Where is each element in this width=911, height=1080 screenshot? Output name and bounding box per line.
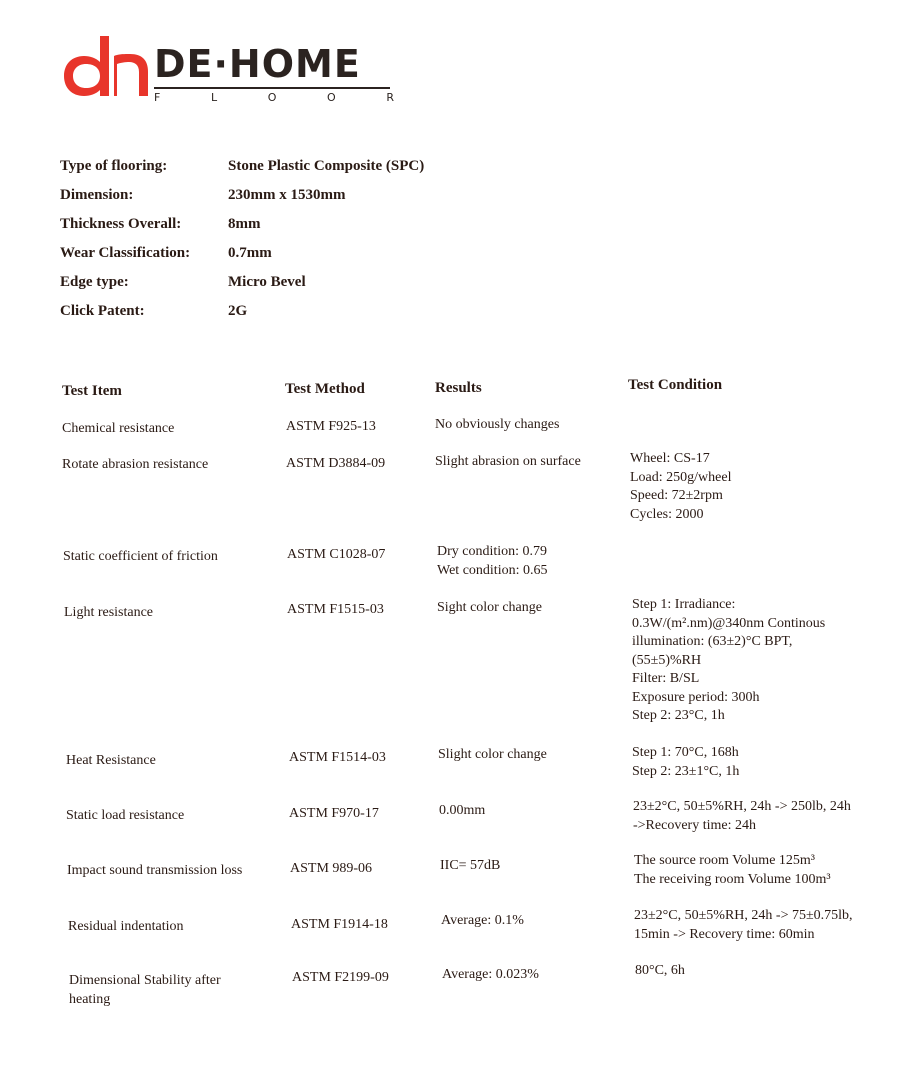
condition-line: illumination: (63±2)°C BPT, [632, 634, 793, 649]
test-condition [630, 450, 731, 524]
result-line: Dry condition: 0.79 [437, 544, 548, 559]
brand-subtitle [154, 91, 394, 104]
test-condition [634, 852, 831, 889]
condition-line: ->Recovery time: 24h [633, 817, 756, 833]
test-item: Chemical resistance [62, 421, 175, 436]
test-method: ASTM D3884-09 [286, 456, 386, 471]
test-method: ASTM F925-13 [286, 419, 376, 434]
test-item: Light resistance [64, 605, 154, 620]
condition-line: The receiving room Volume 100m³ [634, 871, 831, 887]
header-test-item: Test Item [62, 383, 122, 399]
test-item: Static load resistance [66, 808, 185, 823]
test-method: ASTM C1028-07 [287, 547, 386, 562]
condition-line: 23±2°C, 50±5%RH, 24h -> 75±0.75lb, [634, 908, 853, 923]
header-results: Results [435, 380, 482, 396]
test-item: Static coefficient of friction [63, 549, 218, 564]
spec-value: Micro Bevel [228, 274, 306, 290]
spec-label: Dimension: [60, 187, 134, 203]
test-item: Rotate abrasion resistance [62, 457, 209, 472]
condition-line: Step 1: 70°C, 168h [632, 745, 739, 760]
test-method: ASTM F2199-09 [292, 970, 389, 985]
condition-line: Exposure period: 300h [632, 689, 760, 705]
condition-line: Speed: 72±2rpm [630, 488, 723, 503]
test-result: Slight abrasion on surface [435, 454, 581, 469]
test-condition [634, 907, 853, 944]
spec-label: Click Patent: [60, 303, 145, 319]
condition-line: 15min -> Recovery time: 60min [634, 926, 815, 942]
condition-line: (55±5)%RH [632, 652, 702, 668]
test-result: Slight color change [438, 747, 547, 762]
condition-line: Step 2: 23°C, 1h [632, 708, 725, 723]
condition-line: Cycles: 2000 [630, 506, 704, 522]
condition-line: The source room Volume 125m³ [634, 853, 815, 868]
spec-label: Type of flooring: [60, 158, 168, 174]
spec-value: 0.7mm [228, 245, 272, 261]
condition-line: Filter: B/SL [632, 671, 700, 686]
spec-label: Wear Classification: [60, 245, 191, 261]
brand-sub-letter: L [210, 91, 218, 104]
test-result [437, 543, 547, 580]
test-result: Sight color change [437, 600, 542, 615]
brand-logo [62, 32, 402, 102]
header-test-condition: Test Condition [628, 377, 723, 393]
test-method: ASTM F1914-18 [291, 917, 388, 932]
dh-logo-mark-icon [62, 32, 152, 98]
result-line: Wet condition: 0.65 [437, 562, 548, 578]
test-condition [632, 596, 825, 726]
test-method: ASTM F970-17 [289, 806, 379, 821]
test-method: ASTM F1514-03 [289, 750, 386, 765]
spec-label: Thickness Overall: [60, 216, 182, 232]
test-item: Impact sound transmission loss [67, 863, 243, 878]
test-condition [633, 798, 851, 835]
test-result: 0.00mm [439, 803, 486, 818]
test-result: No obviously changes [435, 417, 560, 432]
brand-sub-letter: O [267, 91, 277, 104]
test-method: ASTM F1515-03 [287, 602, 384, 617]
spec-value: Stone Plastic Composite (SPC) [228, 158, 425, 174]
test-item: Heat Resistance [66, 753, 156, 768]
spec-value: 2G [228, 303, 248, 319]
spec-value: 230mm x 1530mm [228, 187, 346, 203]
condition-line: 23±2°C, 50±5%RH, 24h -> 250lb, 24h [633, 799, 851, 814]
spec-label: Edge type: [60, 274, 129, 290]
header-test-method: Test Method [285, 381, 365, 397]
test-result: Average: 0.1% [441, 913, 524, 928]
logo-divider [154, 87, 390, 89]
test-item: Dimensional Stability after heating [69, 973, 221, 1007]
test-result: IIC= 57dB [440, 858, 501, 873]
brand-sub-letter: F [154, 91, 161, 104]
condition-line: Load: 250g/wheel [630, 469, 732, 485]
test-result: Average: 0.023% [442, 967, 539, 982]
condition-line: 0.3W/(m².nm)@340nm Continous [632, 615, 826, 631]
condition-line: Step 2: 23±1°C, 1h [632, 763, 740, 779]
brand-sub-letter: R [386, 91, 394, 104]
condition-line: Step 1: Irradiance: [632, 597, 736, 612]
brand-name: DE·HOME [154, 42, 361, 86]
spec-value: 8mm [228, 216, 261, 232]
test-item: Residual indentation [68, 919, 184, 934]
test-condition: 80°C, 6h [635, 963, 685, 978]
test-condition [632, 744, 739, 781]
brand-sub-letter: O [327, 91, 336, 104]
condition-line: Wheel: CS-17 [630, 451, 710, 466]
test-method: ASTM 989-06 [290, 861, 373, 876]
